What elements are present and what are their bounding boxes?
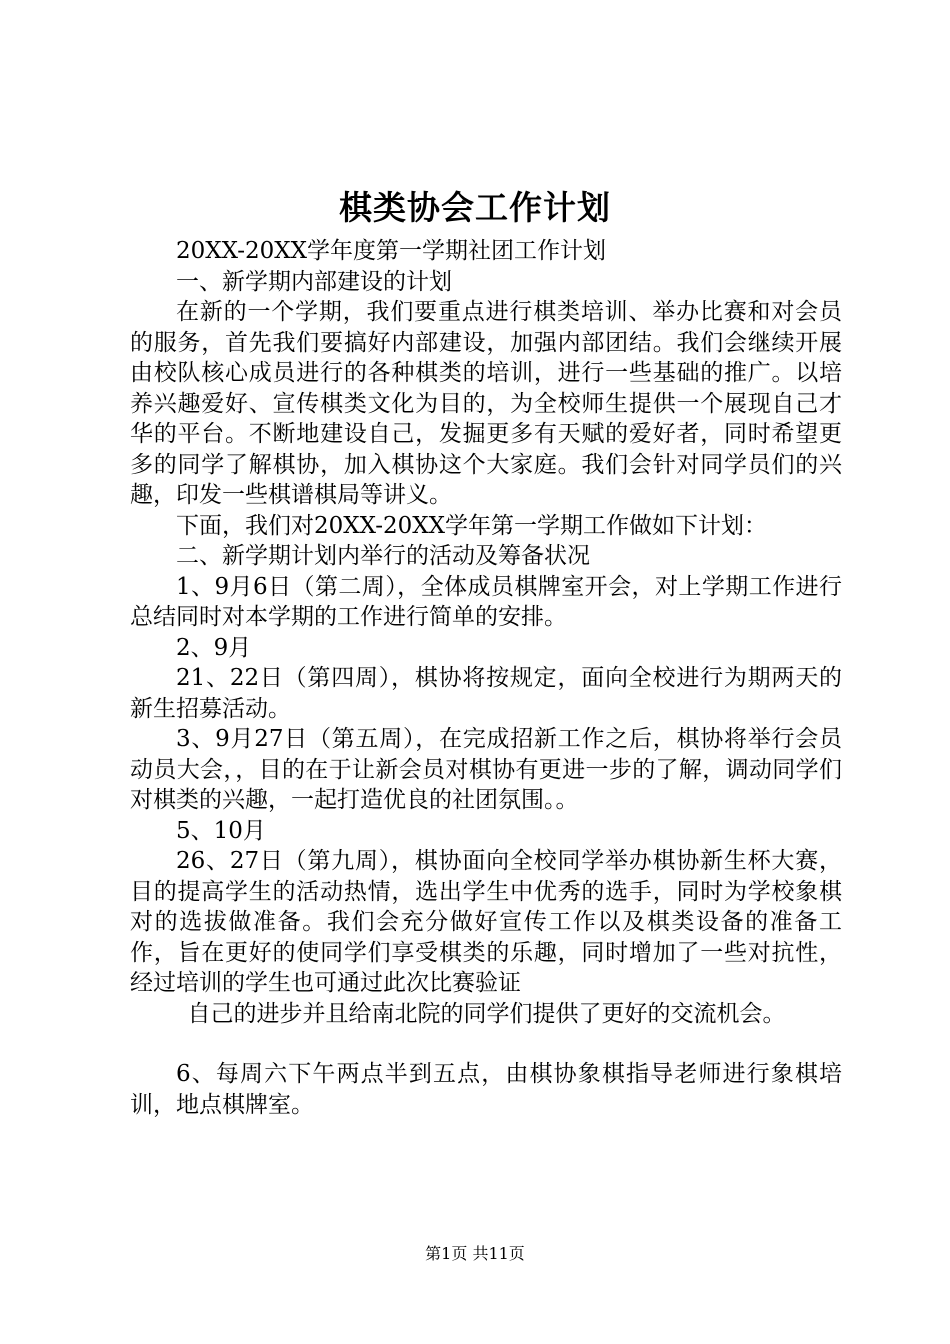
document-title: 棋类协会工作计划: [339, 188, 611, 227]
list-item: 1、9月6日（第二周），全体成员棋牌室开会，对上学期工作进行总结同时对本学期的工作进行简单的安排。: [130, 573, 842, 630]
list-item: 3、9月27日（第五周），在完成招新工作之后，棋协将举行会员动员大会，，目的在于让新会员对棋协有更进一步的了解，调动同学们对棋类的兴趣，一起打造优良的社团氛围。。: [130, 726, 842, 813]
paragraph-intro-schedule: 下面，我们对20XX-20XX学年第一学期工作做如下计划：: [176, 512, 767, 539]
list-item-continuation: 自己的进步并且给南北院的同学们提供了更好的交流机会。: [187, 1000, 786, 1027]
list-item: 2、9月: [176, 634, 252, 661]
list-item: 5、10月: [176, 817, 266, 844]
list-item: 21、22日（第四周），棋协将按规定，面向全校进行为期两天的新生招募活动。: [130, 665, 842, 722]
paragraph-term-plan: 20XX-20XX学年度第一学期社团工作计划: [176, 238, 606, 264]
paragraph-internal-plan: 在新的一个学期，我们要重点进行棋类培训、举办比赛和对会员的服务，首先我们要搞好内部建设，加强内部团结。我们会继续开展由校队核心成员进行的各种棋类的培训，进行一些基础的推广。以培养兴趣爱好、宣传棋类文化为目的，为全校师生提供一个展现自己才华的平台。不断地建设自己，发掘更多有天赋的爱好者，同时希望更多的同学了解棋协，加入棋协这个大家庭。我们会针对同学员们的兴趣，印发一些棋谱棋局等讲义。: [130, 299, 842, 508]
list-item: 26、27日（第九周），棋协面向全校同学举办棋协新生杯大赛，目的提高学生的活动热情，选出学生中优秀的选手，同时为学校象棋对的选拔做准备。我们会充分做好宣传工作以及棋类设备的准备工作，旨在更好的使同学们享受棋类的乐趣，同时增加了一些对抗性，经过培训的学生也可通过此次比赛验证: [130, 848, 842, 996]
section-heading-internal: 一、新学期内部建设的计划: [176, 268, 452, 295]
document-body: [130, 236, 842, 1120]
list-item: 6、每周六下午两点半到五点，由棋协象棋指导老师进行象棋培训，地点棋牌室。: [130, 1061, 842, 1118]
paragraph-spacer: [130, 1029, 842, 1059]
page-footer: 第1页 共11页: [425, 1244, 525, 1263]
section-heading-activities: 二、新学期计划内举行的活动及筹备状况: [176, 543, 590, 569]
